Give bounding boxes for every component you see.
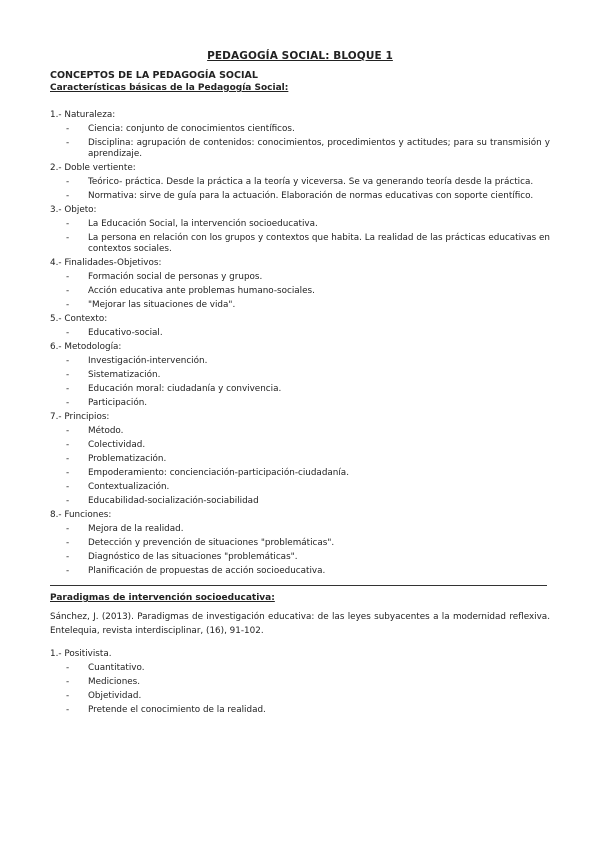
list-item	[50, 356, 550, 367]
dash-bullet: -	[66, 552, 70, 562]
dash-bullet: -	[66, 286, 70, 296]
list-item	[50, 440, 550, 451]
list-item-text: Ciencia: conjunto de conocimientos científicos.	[88, 124, 295, 134]
section-heading: CONCEPTOS DE LA PEDAGOGÍA SOCIAL	[50, 70, 258, 81]
list-item-text: Teórico- práctica. Desde la práctica a la teoría y viceversa. Se va generando teoría desde la práctica.	[88, 177, 534, 187]
list-item	[50, 538, 550, 549]
list-item	[50, 524, 550, 535]
list-item	[50, 482, 550, 493]
dash-bullet: -	[66, 191, 70, 201]
list-item-text: La persona en relación con los grupos y contextos que habita. La realidad de las prácticas educativas en contextos sociales.	[88, 233, 550, 254]
dash-bullet: -	[66, 356, 70, 366]
list-item	[50, 552, 550, 563]
list-item-text: La Educación Social, la intervención socioeducativa.	[88, 219, 318, 229]
list-item-text: Planificación de propuestas de acción socioeducativa.	[88, 566, 326, 576]
paradigms-heading: Paradigmas de intervención socioeducativa:	[50, 593, 275, 603]
list-item	[50, 233, 550, 255]
list-item	[50, 219, 550, 230]
list-item-text: Colectividad.	[88, 440, 146, 450]
section-label: 1.- Naturaleza:	[50, 110, 116, 120]
list-item	[50, 496, 550, 507]
list-item	[50, 426, 550, 437]
dash-bullet: -	[66, 691, 70, 701]
list-item	[50, 300, 550, 311]
list-item-text: Pretende el conocimiento de la realidad.	[88, 705, 266, 715]
section-label: 5.- Contexto:	[50, 314, 108, 324]
list-item-text: Diagnóstico de las situaciones "problemáticas".	[88, 552, 298, 562]
list-item-text: Investigación-intervención.	[88, 356, 208, 366]
list-item	[50, 398, 550, 409]
bullet-list	[50, 663, 550, 716]
dash-bullet: -	[66, 328, 70, 338]
dash-bullet: -	[66, 677, 70, 687]
list-item-text: Cuantitativo.	[88, 663, 145, 673]
dash-bullet: -	[66, 370, 70, 380]
dash-bullet: -	[66, 482, 70, 492]
section-label: 4.- Finalidades-Objetivos:	[50, 258, 162, 268]
dash-bullet: -	[66, 426, 70, 436]
dash-bullet: -	[66, 524, 70, 534]
dash-bullet: -	[66, 233, 70, 243]
list-item-text: Educabilidad-socialización-sociabilidad	[88, 496, 259, 506]
dash-bullet: -	[66, 272, 70, 282]
list-item	[50, 468, 550, 479]
bullet-list	[50, 272, 550, 311]
positivista-section	[50, 649, 550, 716]
section-label: 3.- Objeto:	[50, 205, 97, 215]
bullet-list	[50, 524, 550, 577]
list-item-text: Educativo-social.	[88, 328, 163, 338]
list-item-text: Empoderamiento: concienciación-participación-ciudadanía.	[88, 468, 349, 478]
section-label: 6.- Metodología:	[50, 342, 122, 352]
list-item-text: Detección y prevención de situaciones "problemáticas".	[88, 538, 335, 548]
list-item	[50, 384, 550, 395]
list-item-text: "Mejorar las situaciones de vida".	[88, 300, 236, 310]
dash-bullet: -	[66, 538, 70, 548]
list-item-text: Mejora de la realidad.	[88, 524, 184, 534]
list-item-text: Mediciones.	[88, 677, 141, 687]
dash-bullet: -	[66, 566, 70, 576]
dash-bullet: -	[66, 384, 70, 394]
dash-bullet: -	[66, 138, 70, 148]
dash-bullet: -	[66, 496, 70, 506]
bullet-list	[50, 177, 550, 202]
list-item	[50, 663, 550, 674]
list-item-text: Acción educativa ante problemas humano-sociales.	[88, 286, 315, 296]
dash-bullet: -	[66, 468, 70, 478]
bullet-list	[50, 426, 550, 507]
list-item	[50, 705, 550, 716]
bullet-list	[50, 219, 550, 255]
list-item	[50, 691, 550, 702]
list-item-text: Educación moral: ciudadanía y convivencia.	[88, 384, 282, 394]
characteristics-list	[50, 110, 550, 577]
document-title: PEDAGOGÍA SOCIAL: BLOQUE 1	[207, 50, 393, 62]
list-item-text: Problematización.	[88, 454, 167, 464]
dash-bullet: -	[66, 398, 70, 408]
list-item-text: Contextualización.	[88, 482, 170, 492]
dash-bullet: -	[66, 440, 70, 450]
list-item	[50, 328, 550, 339]
dash-bullet: -	[66, 124, 70, 134]
list-item	[50, 138, 550, 160]
list-item	[50, 370, 550, 381]
reference-paragraph: Sánchez, J. (2013). Paradigmas de investigación educativa: de las leyes subyacentes a la modernidad reflexiva. Entelequia, revista interdisciplinar, (16), 91-102.	[50, 612, 550, 636]
list-item-text: Normativa: sirve de guía para la actuación. Elaboración de normas educativas con soporte científico.	[88, 191, 534, 201]
list-item	[50, 566, 550, 577]
subheading: Características básicas de la Pedagogía Social:	[50, 83, 289, 93]
dash-bullet: -	[66, 705, 70, 715]
bullet-list	[50, 356, 550, 409]
list-item	[50, 177, 550, 188]
list-item	[50, 286, 550, 297]
list-item-text: Método.	[88, 426, 124, 436]
dash-bullet: -	[66, 219, 70, 229]
bullet-list	[50, 328, 550, 339]
list-item-text: Participación.	[88, 398, 148, 408]
horizontal-divider	[50, 585, 547, 586]
list-item	[50, 124, 550, 135]
list-item	[50, 272, 550, 283]
list-item	[50, 454, 550, 465]
dash-bullet: -	[66, 454, 70, 464]
list-item	[50, 191, 550, 202]
dash-bullet: -	[66, 300, 70, 310]
bullet-list	[50, 124, 550, 160]
list-item-text: Objetividad.	[88, 691, 142, 701]
section-label: 1.- Positivista.	[50, 649, 112, 659]
list-item-text: Disciplina: agrupación de contenidos: conocimientos, procedimientos y actitudes; para su transmisión y aprendizaje.	[88, 138, 550, 159]
section-label: 8.- Funciones:	[50, 510, 112, 520]
dash-bullet: -	[66, 177, 70, 187]
document-content	[50, 70, 550, 716]
list-item-text: Sistematización.	[88, 370, 161, 380]
dash-bullet: -	[66, 663, 70, 673]
section-label: 7.- Principios:	[50, 412, 110, 422]
section-label: 2.- Doble vertiente:	[50, 163, 136, 173]
list-item	[50, 677, 550, 688]
list-item-text: Formación social de personas y grupos.	[88, 272, 263, 282]
